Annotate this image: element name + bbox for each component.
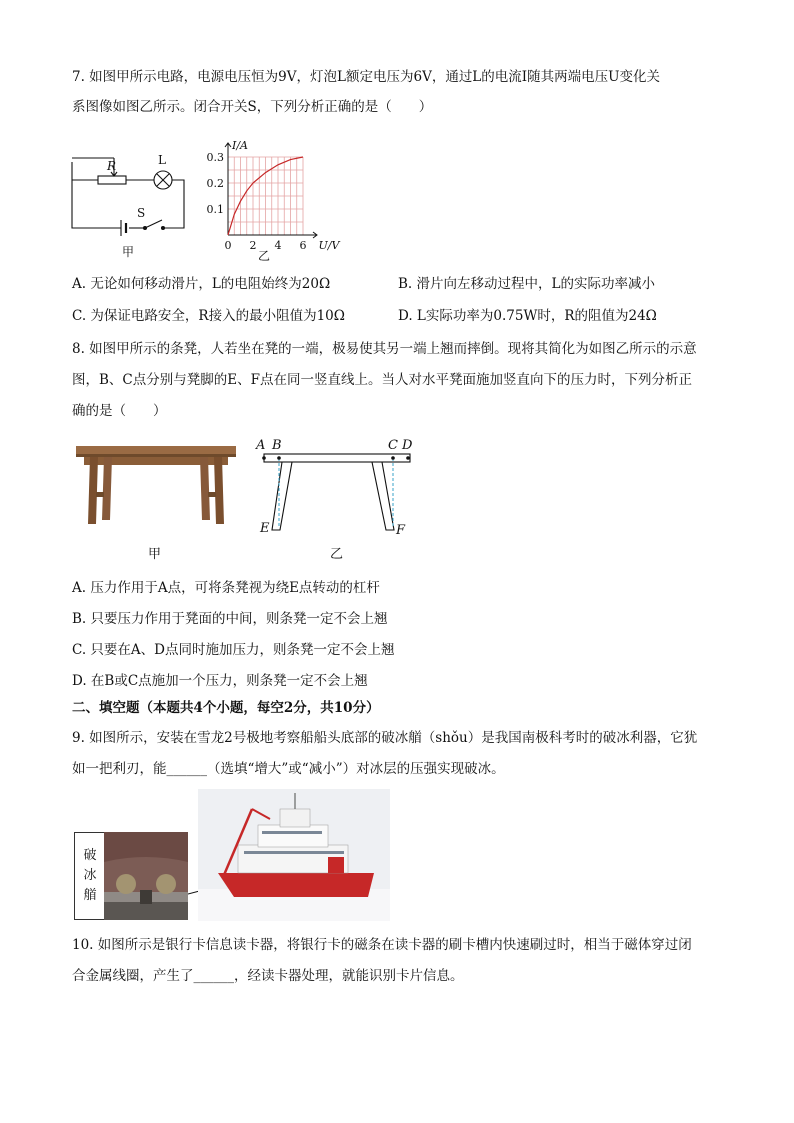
q10-stem-line1: 10. 如图所示是银行卡信息读卡器，将银行卡的磁条在读卡器的刷卡槽内快速刷过时，相当于磁体穿过闭 <box>72 937 692 953</box>
iu-graph <box>200 130 350 265</box>
caption-yi-bench: 乙 <box>330 547 344 562</box>
x-tick-label: 4 <box>274 239 282 252</box>
bench-photo <box>74 440 238 570</box>
section-2-heading: 二、填空题（本题共4个小题，每空2分，共10分） <box>72 700 380 716</box>
q8-option-d[interactable]: D. 在B或C点施加一个压力，则条凳一定不会上翘 <box>72 673 368 689</box>
icebreaker-bow-photo <box>104 832 188 920</box>
icebreaker-ship-photo <box>198 789 390 921</box>
x-tick-label: 6 <box>299 239 307 252</box>
y-tick-label: 0.3 <box>206 151 224 164</box>
label-F: F <box>396 523 406 538</box>
y-axis-label: I/A <box>232 139 248 152</box>
label-A: A <box>256 438 266 453</box>
y-tick-label: 0.1 <box>206 203 224 216</box>
q8-option-b[interactable]: B. 只要压力作用于凳面的中间，则条凳一定不会上翘 <box>72 611 388 627</box>
label-R: R <box>107 159 117 173</box>
y-tick-label: 0.2 <box>206 177 224 190</box>
q9-stem-line1: 9. 如图所示，安装在雪龙2号极地考察船船头底部的破冰艏（shǒu）是我国南极科考时的破冰利器，它犹 <box>72 730 698 746</box>
q7-option-a[interactable]: A. 无论如何移动滑片，L的电阻始终为20Ω <box>72 276 331 292</box>
caption-jia-bench: 甲 <box>148 547 162 562</box>
q7-option-b[interactable]: B. 滑片向左移动过程中，L的实际功率减小 <box>398 276 655 292</box>
q7-stem-line2: 系图像如图乙所示。闭合开关S，下列分析正确的是（ ） <box>72 99 433 115</box>
q8-stem-line2: 图，B、C点分别与凳脚的E、F点在同一竖直线上。当人对水平凳面施加竖直向下的压力时，下列分析正 <box>72 372 692 388</box>
label-S: S <box>137 206 146 220</box>
caption-jia: 甲 <box>122 245 135 259</box>
label-L: L <box>158 153 166 167</box>
q7-stem-line1: 7. 如图甲所示电路，电源电压恒为9V，灯泡L额定电压为6V，通过L的电流I随其两端电压U变化关 <box>72 69 660 85</box>
label-D: D <box>402 438 413 453</box>
caption-yi: 乙 <box>258 249 271 263</box>
icebreaker-label-box <box>74 832 106 920</box>
x-axis-label: U/V <box>318 239 340 252</box>
bench-diagram <box>250 434 430 574</box>
q8-stem-line3: 确的是（ ） <box>72 403 167 419</box>
label-char-2: 冰 <box>83 868 97 883</box>
q7-option-c[interactable]: C. 为保证电路安全，R接入的最小阻值为10Ω <box>72 308 345 324</box>
label-char-3: 艏 <box>83 888 97 903</box>
q8-option-c[interactable]: C. 只要在A、D点同时施加压力，则条凳一定不会上翘 <box>72 642 395 658</box>
q9-stem-line2: 如一把利刃，能______（选填“增大”或“减小”）对冰层的压强实现破冰。 <box>72 761 505 777</box>
label-C: C <box>388 438 398 453</box>
x-tick-label: 2 <box>249 239 257 252</box>
x-tick-label: 0 <box>224 239 232 252</box>
label-B: B <box>272 438 282 453</box>
q8-option-a[interactable]: A. 压力作用于A点，可将条凳视为绕E点转动的杠杆 <box>72 580 380 596</box>
circuit-diagram <box>66 148 196 260</box>
label-char-1: 破 <box>83 848 97 863</box>
q7-option-d[interactable]: D. L实际功率为0.75W时，R的阻值为24Ω <box>398 308 657 324</box>
q10-stem-line2: 合金属线圈，产生了______，经读卡器处理，就能识别卡片信息。 <box>72 968 464 984</box>
label-E: E <box>260 521 270 536</box>
q8-stem-line1: 8. 如图甲所示的条凳，人若坐在凳的一端，极易使其另一端上翘而摔倒。现将其简化为如图乙所示的示意 <box>72 341 697 357</box>
